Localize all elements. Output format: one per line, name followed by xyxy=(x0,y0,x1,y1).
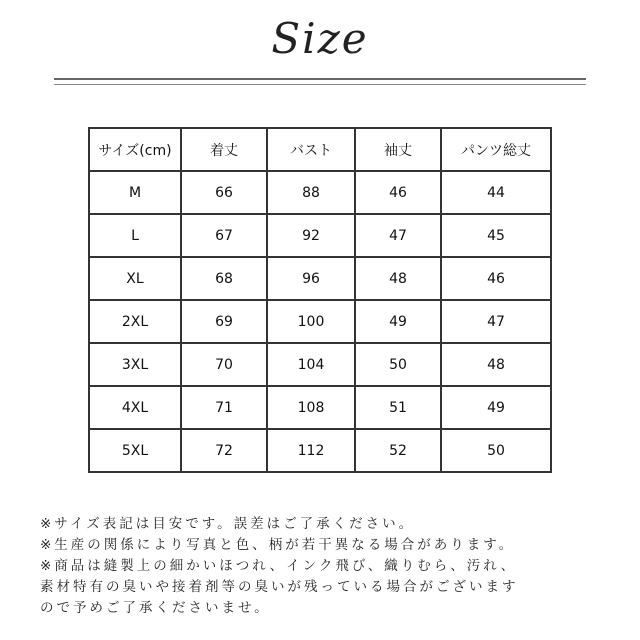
sleeve-cell: 51 xyxy=(355,386,441,429)
header-bust: バスト xyxy=(267,128,355,171)
length-cell: 72 xyxy=(181,429,267,472)
length-cell: 67 xyxy=(181,214,267,257)
length-cell: 68 xyxy=(181,257,267,300)
table-row xyxy=(89,300,551,343)
title-divider-bottom xyxy=(54,84,586,85)
length-cell: 71 xyxy=(181,386,267,429)
header-pants-length: パンツ総丈 xyxy=(441,128,551,171)
bust-cell: 108 xyxy=(267,386,355,429)
note-line: ※商品は縫製上の細かいほつれ、インク飛び、織りむら、汚れ、 xyxy=(40,558,518,574)
table-row xyxy=(89,343,551,386)
header-length: 着丈 xyxy=(181,128,267,171)
bust-cell: 88 xyxy=(267,171,355,214)
sleeve-cell: 50 xyxy=(355,343,441,386)
length-cell: 70 xyxy=(181,343,267,386)
pants-length-cell: 46 xyxy=(441,257,551,300)
pants-length-cell: 47 xyxy=(441,300,551,343)
size-cell: 4XL xyxy=(89,386,181,429)
size-table xyxy=(88,127,552,473)
header-size: サイズ(cm) xyxy=(89,128,181,171)
header-sleeve: 袖丈 xyxy=(355,128,441,171)
bust-cell: 96 xyxy=(267,257,355,300)
bust-cell: 112 xyxy=(267,429,355,472)
length-cell: 66 xyxy=(181,171,267,214)
sleeve-cell: 49 xyxy=(355,300,441,343)
table-row xyxy=(89,214,551,257)
note-line: 素材特有の臭いや接着剤等の臭いが残っている場合がございます xyxy=(40,579,519,595)
title-divider-top xyxy=(54,78,586,80)
pants-length-cell: 50 xyxy=(441,429,551,472)
size-cell: 5XL xyxy=(89,429,181,472)
size-cell: 3XL xyxy=(89,343,181,386)
table-row xyxy=(89,171,551,214)
pants-length-cell: 44 xyxy=(441,171,551,214)
pants-length-cell: 45 xyxy=(441,214,551,257)
bust-cell: 104 xyxy=(267,343,355,386)
note-line: ※生産の関係により写真と色、柄が若干異なる場合があります。 xyxy=(40,537,516,553)
sleeve-cell: 46 xyxy=(355,171,441,214)
size-cell: M xyxy=(89,171,181,214)
bust-cell: 100 xyxy=(267,300,355,343)
table-row xyxy=(89,386,551,429)
size-table-header-row xyxy=(89,128,551,171)
note-line: ※サイズ表記は目安です。誤差はご了承ください。 xyxy=(40,516,416,532)
sleeve-cell: 47 xyxy=(355,214,441,257)
notes-section xyxy=(40,514,620,619)
table-row xyxy=(89,429,551,472)
sleeve-cell: 48 xyxy=(355,257,441,300)
note-line: ので予めご了承くださいませ。 xyxy=(40,600,271,616)
pants-length-cell: 49 xyxy=(441,386,551,429)
page-title: Size xyxy=(271,14,369,63)
pants-length-cell: 48 xyxy=(441,343,551,386)
sleeve-cell: 52 xyxy=(355,429,441,472)
table-row xyxy=(89,257,551,300)
size-cell: L xyxy=(89,214,181,257)
size-cell: XL xyxy=(89,257,181,300)
length-cell: 69 xyxy=(181,300,267,343)
size-cell: 2XL xyxy=(89,300,181,343)
bust-cell: 92 xyxy=(267,214,355,257)
